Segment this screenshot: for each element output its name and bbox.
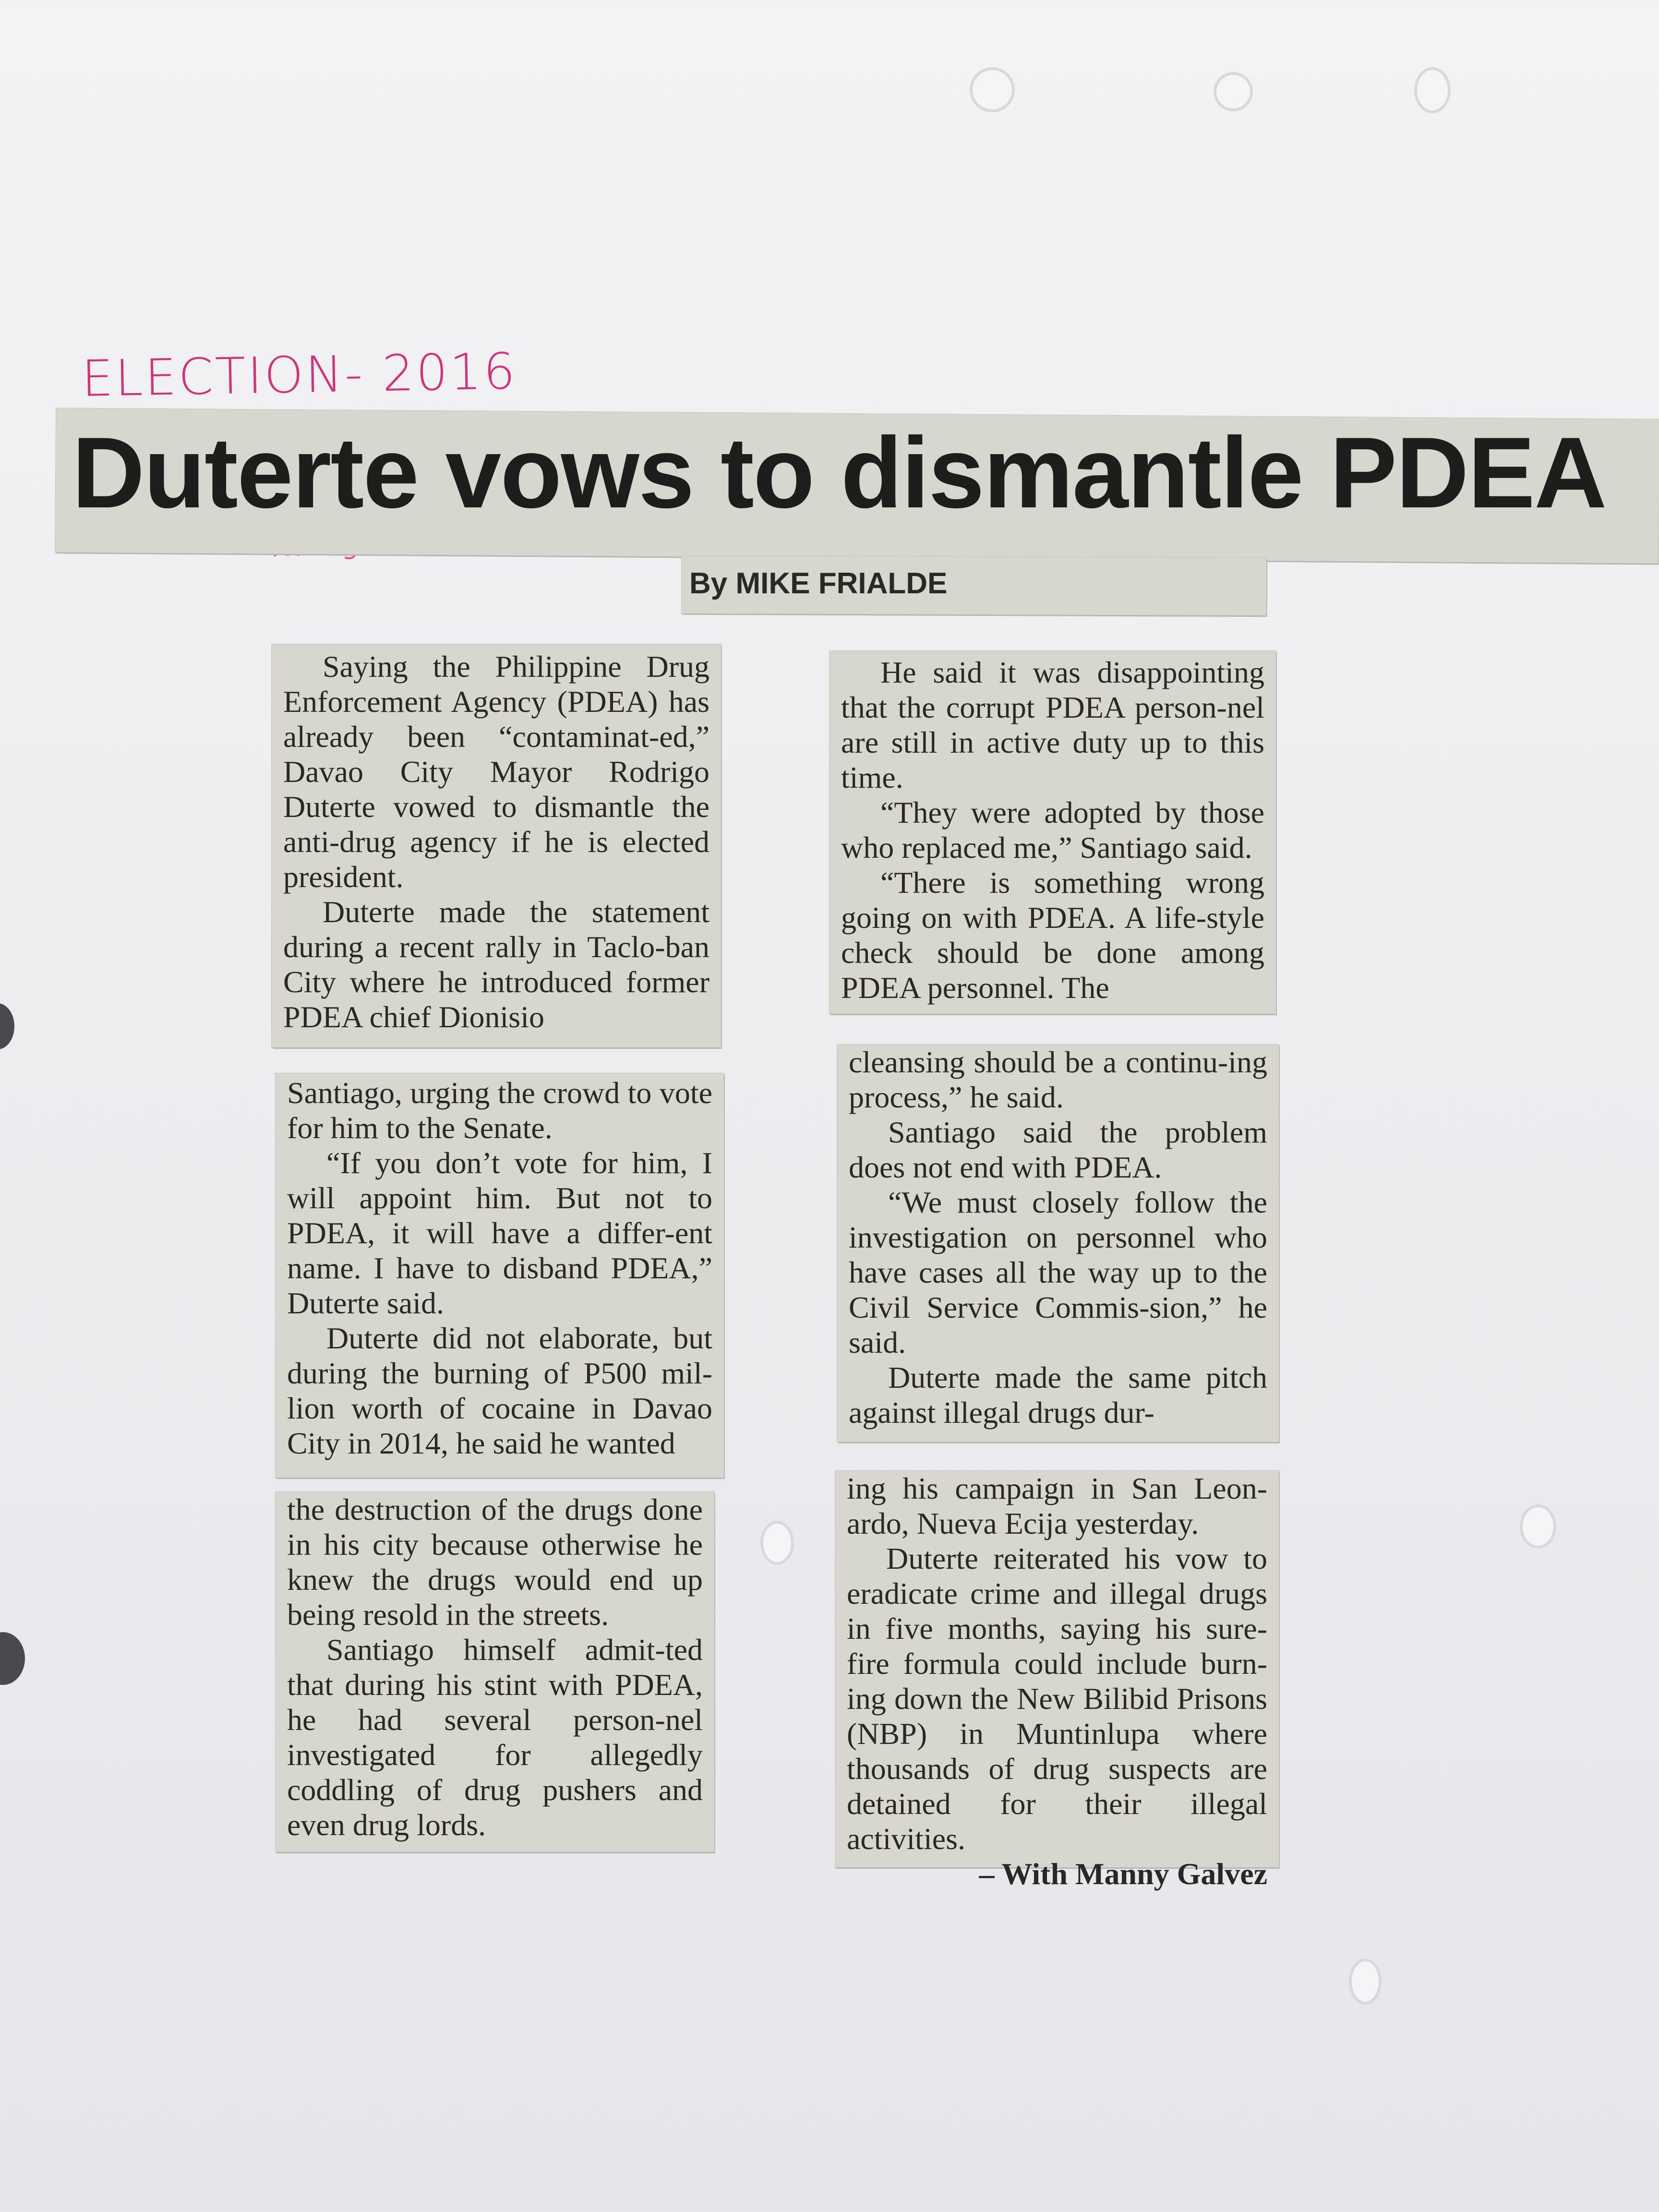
punch-hole-mid-1	[760, 1521, 794, 1565]
punch-hole-mid-2	[1520, 1504, 1556, 1549]
paragraph: cleansing should be a continu-ing process,” he said.	[849, 1045, 1267, 1114]
paragraph: “There is something wrong going on with PDEA. A life-style check should be done among PDEA personnel. The	[841, 866, 1264, 1005]
paragraph: Santiago, urging the crowd to vote for him to the Senate.	[287, 1076, 712, 1145]
binder-hole-left-1	[0, 1003, 14, 1049]
article-byline: By MIKE FRIALDE	[689, 567, 948, 600]
paragraph: “We must closely follow the investigation on personnel who have cases all the way up to the Civil Service Commis-sion,” he said.	[849, 1185, 1267, 1359]
clipping-6-text	[835, 1471, 1279, 1891]
clipping-5-text	[837, 1045, 1279, 1430]
binder-hole-left-2	[0, 1632, 25, 1685]
paragraph: ing his campaign in San Leon-ardo, Nueva Ecija yesterday.	[847, 1471, 1267, 1540]
clipping-4	[830, 651, 1276, 1014]
clipping-5	[837, 1045, 1279, 1442]
paragraph: Duterte reiterated his vow to eradicate crime and illegal drugs in five months, saying his sure-fire formula could include burn-ing down the New Bilibid Prisons (NBP) in Muntinlupa where thousands of drug suspects are detained for their illegal activities.	[847, 1541, 1267, 1856]
paragraph: Duterte made the statement during a recent rally in Taclo-ban City where he introduced former PDEA chief Dionisio	[283, 895, 709, 1034]
clipping-1-text	[272, 644, 721, 1034]
clipping-6	[835, 1471, 1279, 1891]
clipping-3-text	[276, 1492, 714, 1842]
handwritten-election-tag: ELECTION- 2016	[81, 342, 518, 408]
paragraph: the destruction of the drugs done in his city because otherwise he knew the drugs would end up being resold in the streets.	[287, 1492, 703, 1632]
punch-hole-top-2	[1214, 72, 1253, 111]
paragraph: Duterte did not elaborate, but during the burning of P500 mil-lion worth of cocaine in Davao City in 2014, he said he wanted	[287, 1321, 712, 1460]
paragraph: Santiago himself admit-ted that during his stint with PDEA, he had several person-nel investigated for allegedly coddling of drug pushers and even drug lords.	[287, 1633, 703, 1842]
article-headline: Duterte vows to dismantle PDEA	[72, 416, 1606, 529]
punch-hole-bottom	[1349, 1959, 1382, 2005]
paragraph: “If you don’t vote for him, I will appoint him. But not to PDEA, it will have a differ-ent name. I have to disband PDEA,” Duterte said.	[287, 1146, 712, 1320]
clipping-3	[276, 1492, 714, 1852]
clipping-4-text	[830, 651, 1276, 1005]
paragraph: He said it was disappointing that the corrupt PDEA person-nel are still in active duty up to this time.	[841, 655, 1264, 794]
paragraph: Saying the Philippine Drug Enforcement Agency (PDEA) has already been “contaminat-ed,” Davao City Mayor Rodrigo Duterte vowed to dismantle the anti-drug agency if he is elected president.	[283, 649, 709, 894]
clipping-2	[276, 1073, 724, 1478]
punch-hole-top-3	[1414, 67, 1451, 113]
paragraph: Duterte made the same pitch against illegal drugs dur-	[849, 1360, 1267, 1430]
punch-hole-top-1	[970, 67, 1015, 112]
paragraph: Santiago said the problem does not end with PDEA.	[849, 1115, 1267, 1184]
article-credit: – With Manny Galvez	[979, 1857, 1267, 1891]
clipping-2-text	[276, 1073, 724, 1461]
clipping-1	[272, 644, 721, 1047]
paragraph: “They were adopted by those who replaced me,” Santiago said.	[841, 795, 1264, 865]
